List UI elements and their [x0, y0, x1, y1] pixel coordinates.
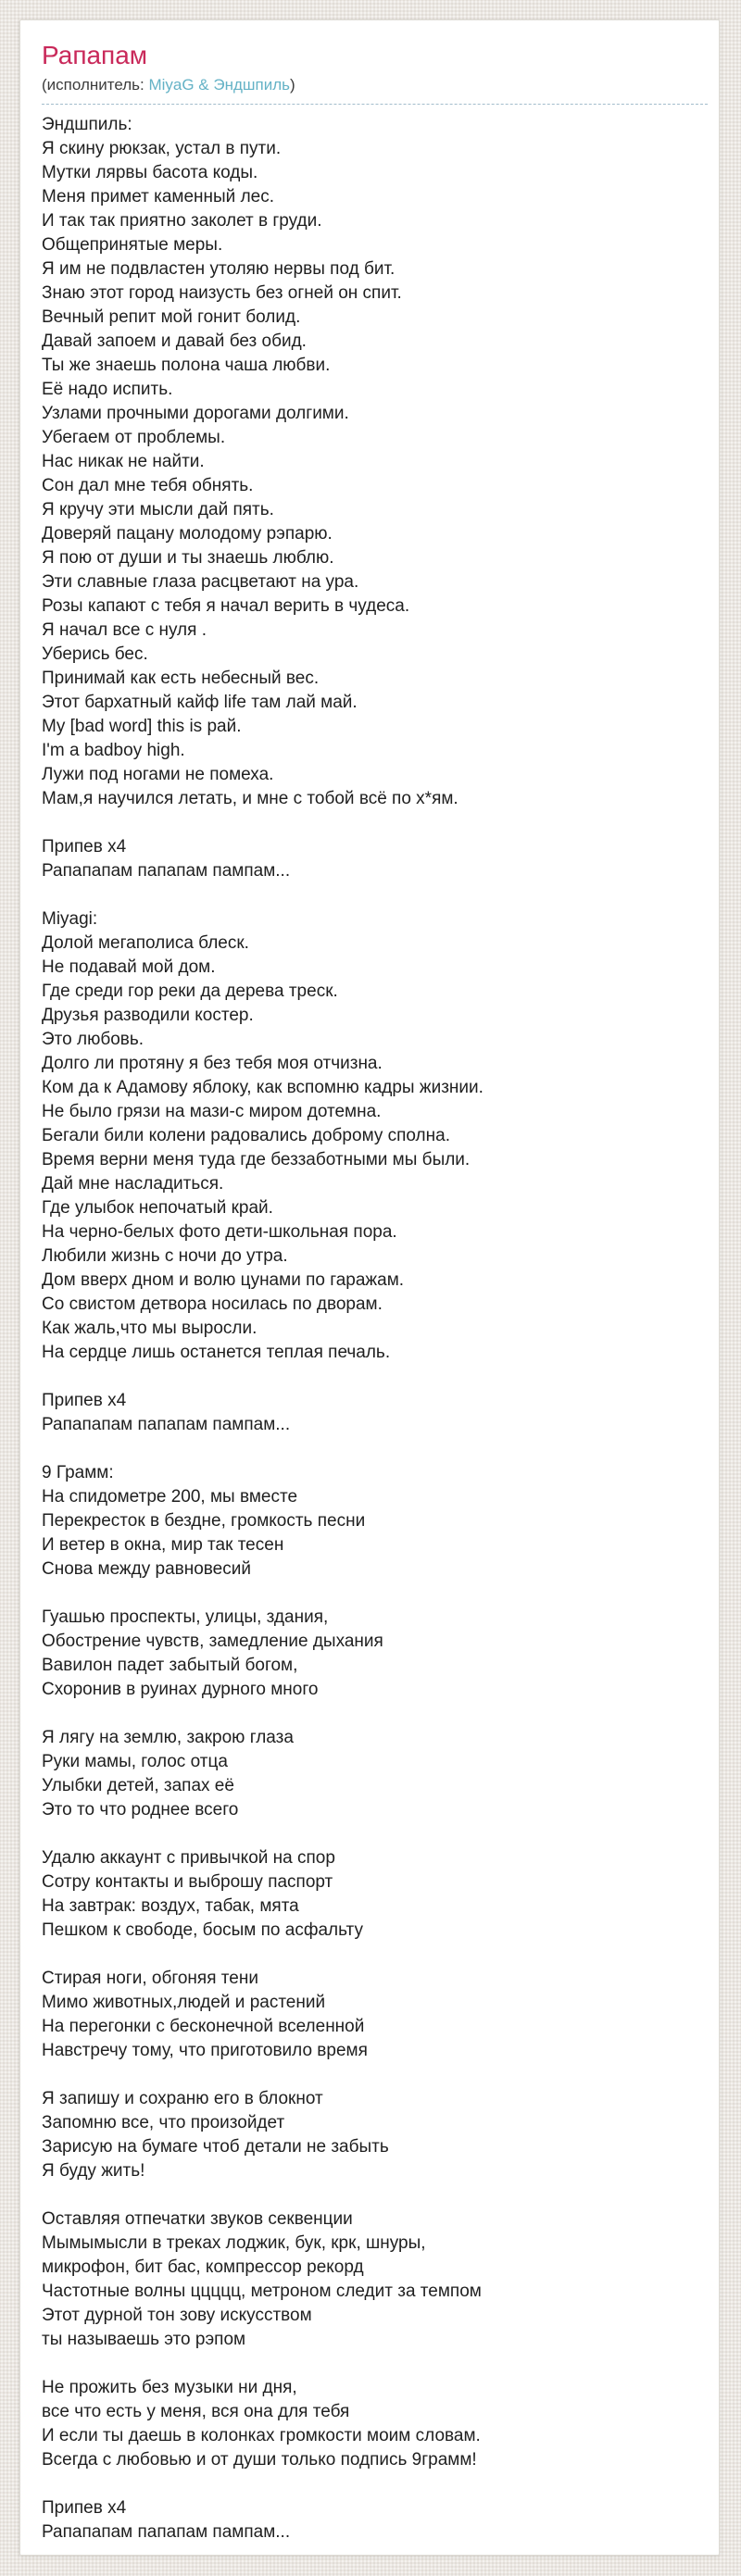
lyric-line: Ты же знаешь полона чаша любви. [42, 356, 331, 375]
artist-prefix: (исполнитель: [42, 76, 149, 94]
lyric-line: Лужи под ногами не помеха. [42, 765, 274, 784]
lyric-line: Знаю этот город наизусть без огней он спит. [42, 283, 402, 303]
lyric-line: ты называешь это рэпом [42, 2330, 246, 2349]
lyric-line: Долго ли протяну я без тебя моя отчизна. [42, 1054, 383, 1073]
lyric-line: Розы капают с тебя я начал верить в чудеса. [42, 596, 410, 616]
lyric-line: все что есть у меня, вся она для тебя [42, 2402, 350, 2421]
lyric-line: Вечный репит мой гонит болид. [42, 307, 301, 327]
lyric-line: Припев x4 [42, 1391, 127, 1410]
stanza [42, 907, 708, 1365]
lyric-line: Обострение чувств, замедление дыхания [42, 1632, 383, 1651]
lyric-line: Любили жизнь с ночи до утра. [42, 1246, 288, 1266]
lyric-line: Зарисую на бумаге чтоб детали не забыть [42, 2137, 389, 2157]
lyric-line: На спидометре 200, мы вместе [42, 1487, 298, 1507]
lyric-line: И ветер в окна, мир так тесен [42, 1535, 284, 1555]
lyric-line: Не прожить без музыки ни дня, [42, 2378, 297, 2397]
lyric-line: Не подавай мой дом. [42, 957, 216, 977]
lyric-line: Снова между равновесий [42, 1559, 251, 1579]
stanza [42, 1726, 708, 1822]
lyric-line: Нас никак не найти. [42, 452, 205, 471]
lyric-line: Перекресток в бездне, громкость песни [42, 1511, 366, 1531]
lyric-line: Улыбки детей, запах её [42, 1776, 234, 1795]
lyric-line: Мам,я научился летать, и мне с тобой всё по х*ям. [42, 789, 458, 808]
lyric-line: Рапапапам папапам пампам... [42, 1415, 291, 1434]
lyric-line: Всегда с любовью и от души только подпись 9грамм! [42, 2450, 477, 2470]
lyric-line: Удалю аккаунт с привычкой на спор [42, 1848, 335, 1868]
lyric-line: Припев x4 [42, 2498, 127, 2518]
lyric-line: Этот дурной тон зову искусством [42, 2306, 312, 2325]
lyric-line: Miyagi: [42, 909, 98, 929]
stanza [42, 1461, 708, 1582]
lyric-line: Общепринятые меры. [42, 235, 223, 255]
stanza [42, 1389, 708, 1437]
song-header [42, 40, 708, 105]
lyric-line: Я лягу на землю, закрою глаза [42, 1728, 294, 1747]
lyric-line: Это любовь. [42, 1030, 144, 1049]
lyric-line: Ком да к Адамову яблоку, как вспомню кадры жизнии. [42, 1078, 484, 1097]
lyric-line: Сотру контакты и выброшу паспорт [42, 1872, 333, 1892]
lyric-line: Запомню все, что произойдет [42, 2113, 285, 2132]
lyric-line: Мимо животных,людей и растений [42, 1993, 326, 2012]
stanza [42, 1846, 708, 1943]
lyric-line: Меня примет каменный лес. [42, 187, 275, 206]
lyric-line: И если ты даешь в колонках громкости моим словам. [42, 2426, 481, 2445]
lyric-line: I'm a badboy high. [42, 741, 185, 760]
lyric-line: Эти славные глаза расцветают на ура. [42, 572, 359, 592]
lyric-line: Где среди гор реки да дерева треск. [42, 982, 338, 1001]
lyric-line: Не было грязи на мази-с миром дотемна. [42, 1102, 382, 1121]
lyric-line: Как жаль,что мы выросли. [42, 1319, 257, 1338]
lyric-line: Сон дал мне тебя обнять. [42, 476, 254, 495]
lyric-line: Вавилон падет забытый богом, [42, 1656, 298, 1675]
stanza [42, 2207, 708, 2352]
lyric-line: Я кручу эти мысли дай пять. [42, 500, 274, 519]
lyric-line: Мымымысли в треках лоджик, бук, крк, шнуры, [42, 2233, 426, 2253]
lyric-line: Уберись бес. [42, 644, 148, 664]
page-title: Рапапам [42, 41, 148, 69]
lyric-line: На завтрак: воздух, табак, мята [42, 1896, 299, 1916]
lyric-line: Припев x4 [42, 837, 127, 857]
lyrics [42, 113, 708, 2545]
lyric-line: Мутки лярвы басота коды. [42, 163, 258, 182]
lyric-line: Схоронив в руинах дурного много [42, 1680, 319, 1699]
lyric-line: Узлами прочными дорогами долгими. [42, 404, 349, 423]
lyric-line: Навстречу тому, что приготовило время [42, 2041, 368, 2060]
lyric-line: Оставляя отпечатки звуков секвенции [42, 2209, 353, 2229]
stanza [42, 2087, 708, 2183]
lyric-line: Рапапапам папапам пампам... [42, 861, 291, 881]
lyric-line: Дай мне насладиться. [42, 1174, 224, 1194]
lyric-line: На сердце лишь останется теплая печаль. [42, 1343, 391, 1362]
lyric-line: Рапапапам папапам пампам... [42, 2522, 291, 2542]
lyric-line: Пешком к свободе, босым по асфальту [42, 1920, 363, 1940]
lyric-line: Давай запоем и давай без обид. [42, 331, 307, 351]
lyric-line: На перегонки с бесконечной вселенной [42, 2017, 365, 2036]
lyrics-card [19, 19, 720, 2556]
lyric-line: Я запишу и сохраню его в блокнот [42, 2089, 323, 2108]
lyric-line: Доверяй пацану молодому рэпарю. [42, 524, 333, 544]
lyric-line: Принимай как есть небесный вес. [42, 669, 320, 688]
lyric-line: Я скину рюкзак, устал в пути. [42, 139, 282, 158]
lyric-line: Со свистом детвора носилась по дворам. [42, 1294, 383, 1314]
lyric-line: Бегали били колени радовались доброму сполна. [42, 1126, 450, 1145]
artist-line [42, 75, 708, 95]
lyric-line: И так так приятно заколет в груди. [42, 211, 322, 231]
stanza [42, 2496, 708, 2545]
lyric-line: Частотные волны ццццц, метроном следит за темпом [42, 2282, 482, 2301]
stanza [42, 113, 708, 811]
stanza [42, 2376, 708, 2472]
lyric-line: Руки мамы, голос отца [42, 1752, 228, 1771]
lyric-line: Гуашью проспекты, улицы, здания, [42, 1607, 329, 1627]
lyric-line: Долой мегаполиса блеск. [42, 933, 249, 953]
lyric-line: Дом вверх дном и волю цунами по гаражам. [42, 1270, 405, 1290]
lyric-line: микрофон, бит бас, компрессор рекорд [42, 2257, 364, 2277]
lyric-line: На черно-белых фото дети-школьная пора. [42, 1222, 397, 1242]
lyric-line: Убегаем от проблемы. [42, 428, 226, 447]
lyric-line: Я им не подвластен утоляю нервы под бит. [42, 259, 396, 279]
lyric-line: Эндшпиль: [42, 115, 132, 134]
artist-suffix: ) [290, 76, 295, 94]
stanza [42, 1606, 708, 1702]
lyric-line: Я начал все с нуля . [42, 620, 207, 640]
stanza [42, 1967, 708, 2063]
lyric-line: Время верни меня туда где беззаботными мы были. [42, 1150, 471, 1169]
lyric-line: Это то что роднее всего [42, 1800, 239, 1819]
artist-link[interactable]: MiyaG & Эндшпиль [148, 76, 291, 94]
lyric-line: 9 Грамм: [42, 1463, 114, 1482]
lyric-line: Я пою от души и ты знаешь люблю. [42, 548, 334, 568]
lyric-line: Я буду жить! [42, 2161, 145, 2181]
stanza [42, 835, 708, 883]
lyric-line: Этот бархатный кайф life там лай май. [42, 693, 358, 712]
lyric-line: Друзья разводили костер. [42, 1006, 254, 1025]
lyric-line: My [bad word] this is рай. [42, 717, 242, 736]
lyric-line: Стирая ноги, обгоняя тени [42, 1969, 258, 1988]
lyric-line: Её надо испить. [42, 380, 173, 399]
lyric-line: Где улыбок непочатый край. [42, 1198, 273, 1218]
